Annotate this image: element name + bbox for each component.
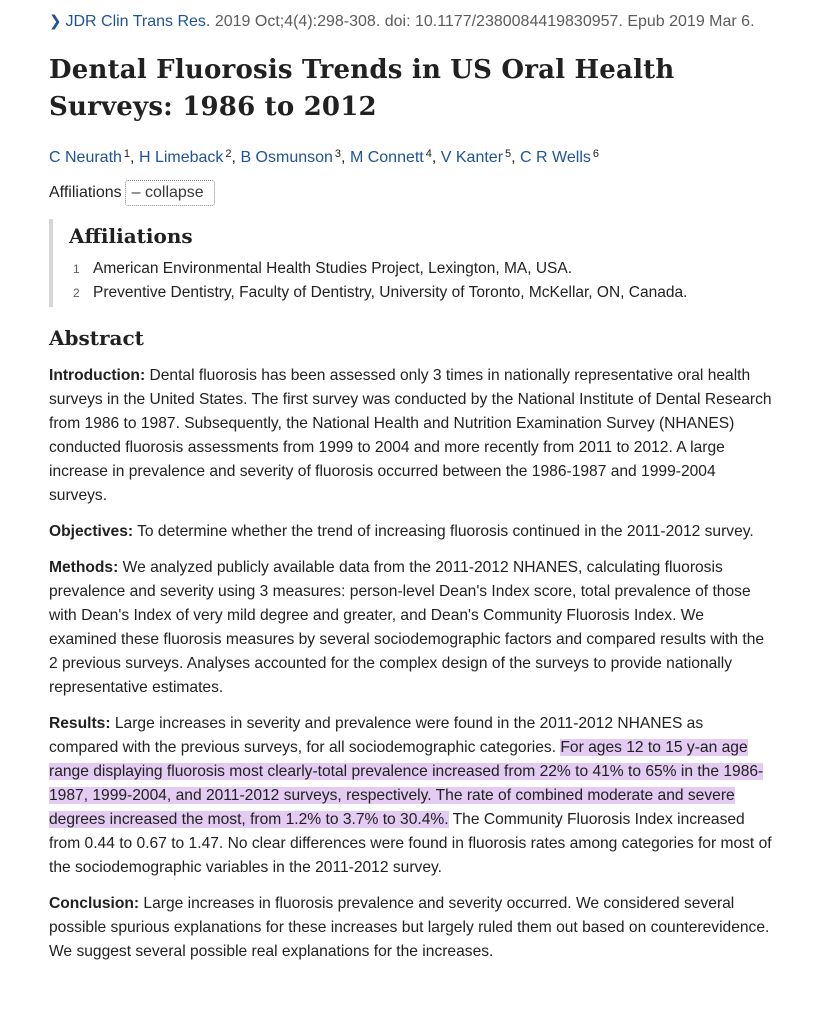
abstract-conclusion (49, 892, 774, 964)
chevron-right-icon[interactable]: ❯ (49, 13, 62, 30)
affiliation-item (69, 257, 774, 281)
affiliations-toggle-row (49, 180, 774, 206)
author-affiliation-sup[interactable]: 6 (592, 148, 599, 160)
section-text: To determine whether the trend of increasing fluorosis continued in the 2011-2012 survey. (133, 523, 754, 540)
author-affiliation-sup[interactable]: 1 (123, 148, 131, 160)
article-title: Dental Fluorosis Trends in US Oral Health Surveys: 1986 to 2012 (49, 55, 675, 122)
collapse-affiliations-button[interactable]: – collapse (125, 180, 215, 206)
affiliation-text: American Environmental Health Studies Project, Lexington, MA, USA. (93, 260, 573, 277)
affiliation-number: 2 (73, 286, 80, 300)
affiliations-panel (49, 219, 774, 307)
citation-details: 2019 Oct;4(4):298-308. doi: 10.1177/2380084419830957. Epub 2019 Mar 6. (214, 13, 755, 30)
author-link[interactable]: M Connett (349, 149, 424, 166)
section-text: We analyzed publicly available data from the 2011-2012 NHANES, calculating fluorosis prevalence and severity using 3 measures: person-level Dean's Index score, total prevalence of those with Dean's Index of very mild degree and greater, and Dean's Community Fluorosis Index. We examined these fluorosis measures by several sociodemographic factors and compared results with the 2 previous surveys. Analyses accounted for the complex design of the surveys to provide nationally representative estimates. (49, 559, 765, 696)
affiliations-heading: Affiliations (69, 224, 193, 248)
highlighted-text[interactable]: For ages 12 to 15 y-an age range displaying fluorosis most clearly-total prevalence increased from 22% to 41% to 65% in the 1986-1987, 1999-2004, and 2011-2012 surveys, respectively. The rate of combined moderate and severe degrees increased the most, from 1.2% to 3.7% to 30.4%. (49, 739, 764, 828)
abstract-methods (49, 556, 774, 700)
author-affiliation-sup[interactable]: 4 (425, 148, 432, 160)
section-text: Large increases in severity and prevalence were found in the 2011-2012 NHANES as compared with the previous surveys, for all sociodemographic categories. (49, 715, 704, 756)
section-text: The Community Fluorosis Index increased from 0.44 to 0.67 to 1.47. No clear differences were found in fluorosis rates among categories for most of the sociodemographic variables in the 2011-2012 survey. (49, 811, 772, 876)
author-link[interactable]: B Osmunson (240, 149, 333, 166)
author-list: C Neurath $^1$, H Limeback $^2$, B Osmunson $^3$, M Connett $^4$, V Kanter $^5$, C R Wells $^6$ (49, 148, 599, 166)
affiliation-number: 1 (73, 262, 80, 276)
abstract-objectives (49, 520, 774, 544)
abstract-heading: Abstract (49, 326, 144, 350)
section-text: Dental fluorosis has been assessed only 3 times in nationally representative oral health surveys in the United States. The first survey was conducted by the National Institute of Dental Research from 1986 to 1987. Subsequently, the National Health and Nutrition Examination Survey (NHANES) conducted fluorosis assessments from 1999 to 2004 and more recently from 2011 to 2012. A large increase in prevalence and severity of fluorosis occurred between the 1986-1987 and 1999-2004 surveys. (49, 367, 772, 504)
affiliation-item (69, 281, 774, 305)
author-affiliation-sup[interactable]: 2 (225, 148, 232, 160)
section-label: Methods: (49, 559, 119, 576)
affiliation-text: Preventive Dentistry, Faculty of Dentistry, University of Toronto, McKellar, ON, Canada. (93, 284, 688, 301)
abstract-introduction (49, 364, 774, 508)
citation-line (49, 10, 774, 34)
section-text: Large increases in fluorosis prevalence and severity occurred. We considered several possible spurious explanations for these increases but largely ruled them out based on counterevidence. We suggest several possible real explanations for the increases. (49, 895, 770, 960)
affiliations-list (69, 257, 774, 305)
section-label: Conclusion: (49, 895, 140, 912)
author-link[interactable]: V Kanter (440, 149, 504, 166)
author-link[interactable]: C Neurath (49, 149, 122, 166)
affiliations-toggle-label: Affiliations (49, 184, 122, 201)
section-label: Results: (49, 715, 111, 732)
abstract-results (49, 712, 774, 880)
author-link[interactable]: C R Wells (520, 149, 591, 166)
author-link[interactable]: H Limeback (138, 149, 224, 166)
section-label: Objectives: (49, 523, 134, 540)
author-affiliation-sup[interactable]: 5 (505, 148, 512, 160)
author-affiliation-sup[interactable]: 3 (334, 148, 342, 160)
journal-link[interactable]: JDR Clin Trans Res. (65, 13, 211, 30)
section-label: Introduction: (49, 367, 146, 384)
